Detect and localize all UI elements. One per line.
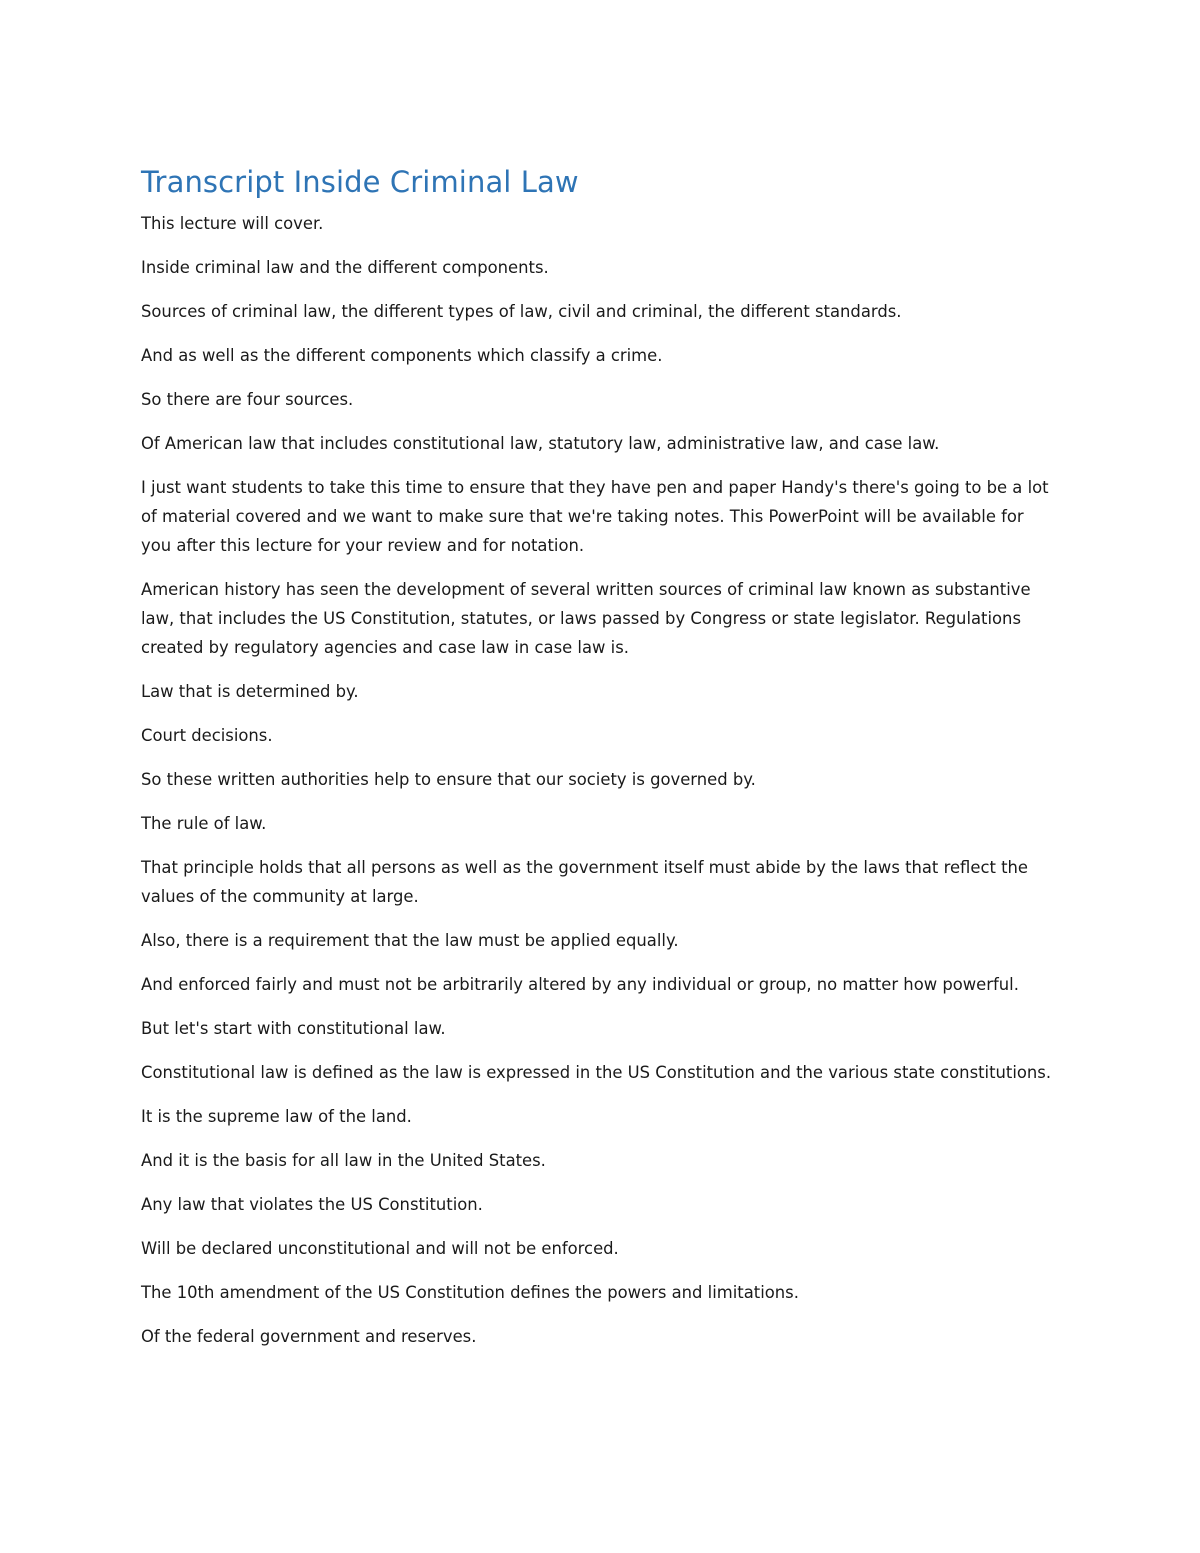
paragraph: Also, there is a requirement that the law must be applied equally. [141,931,679,950]
paragraph: Any law that violates the US Constitution. [141,1195,483,1214]
paragraph: And enforced fairly and must not be arbitrarily altered by any individual or group, no matter how powerful. [141,975,1019,994]
paragraph: Constitutional law is defined as the law is expressed in the US Constitution and the various state constitutions. [141,1063,1052,1082]
paragraph: This lecture will cover. [141,214,324,233]
document-body [141,162,1056,1366]
paragraph: Court decisions. [141,726,273,745]
paragraph: The 10th amendment of the US Constitution defines the powers and limitations. [141,1283,799,1302]
paragraph: Inside criminal law and the different components. [141,258,549,277]
paragraph: It is the supreme law of the land. [141,1107,412,1126]
paragraph: Will be declared unconstitutional and will not be enforced. [141,1239,619,1258]
paragraph: But let's start with constitutional law. [141,1019,446,1038]
paragraph: And as well as the different components which classify a crime. [141,346,663,365]
paragraph: I just want students to take this time to ensure that they have pen and paper Handy's there's going to be a lot of material covered and we want to make sure that we're taking notes. This PowerPoint will be available for you after this lecture for your review and for notation. [141,478,1049,555]
paragraph: Sources of criminal law, the different types of law, civil and criminal, the different standards. [141,302,902,321]
paragraph: That principle holds that all persons as well as the government itself must abide by the laws that reflect the values of the community at large. [141,858,1028,906]
paragraph: So these written authorities help to ensure that our society is governed by. [141,770,756,789]
paragraph: So there are four sources. [141,390,354,409]
paragraph: And it is the basis for all law in the United States. [141,1151,546,1170]
paragraph: Of the federal government and reserves. [141,1327,477,1346]
paragraph: Of American law that includes constitutional law, statutory law, administrative law, and case law. [141,434,940,453]
paragraph: American history has seen the development of several written sources of criminal law known as substantive law, that includes the US Constitution, statutes, or laws passed by Congress or state legislator. Regulations created by regulatory agencies and case law in case law is. [141,580,1031,657]
paragraph: Law that is determined by. [141,682,359,701]
paragraph: The rule of law. [141,814,267,833]
document-title: Transcript Inside Criminal Law [141,165,579,199]
